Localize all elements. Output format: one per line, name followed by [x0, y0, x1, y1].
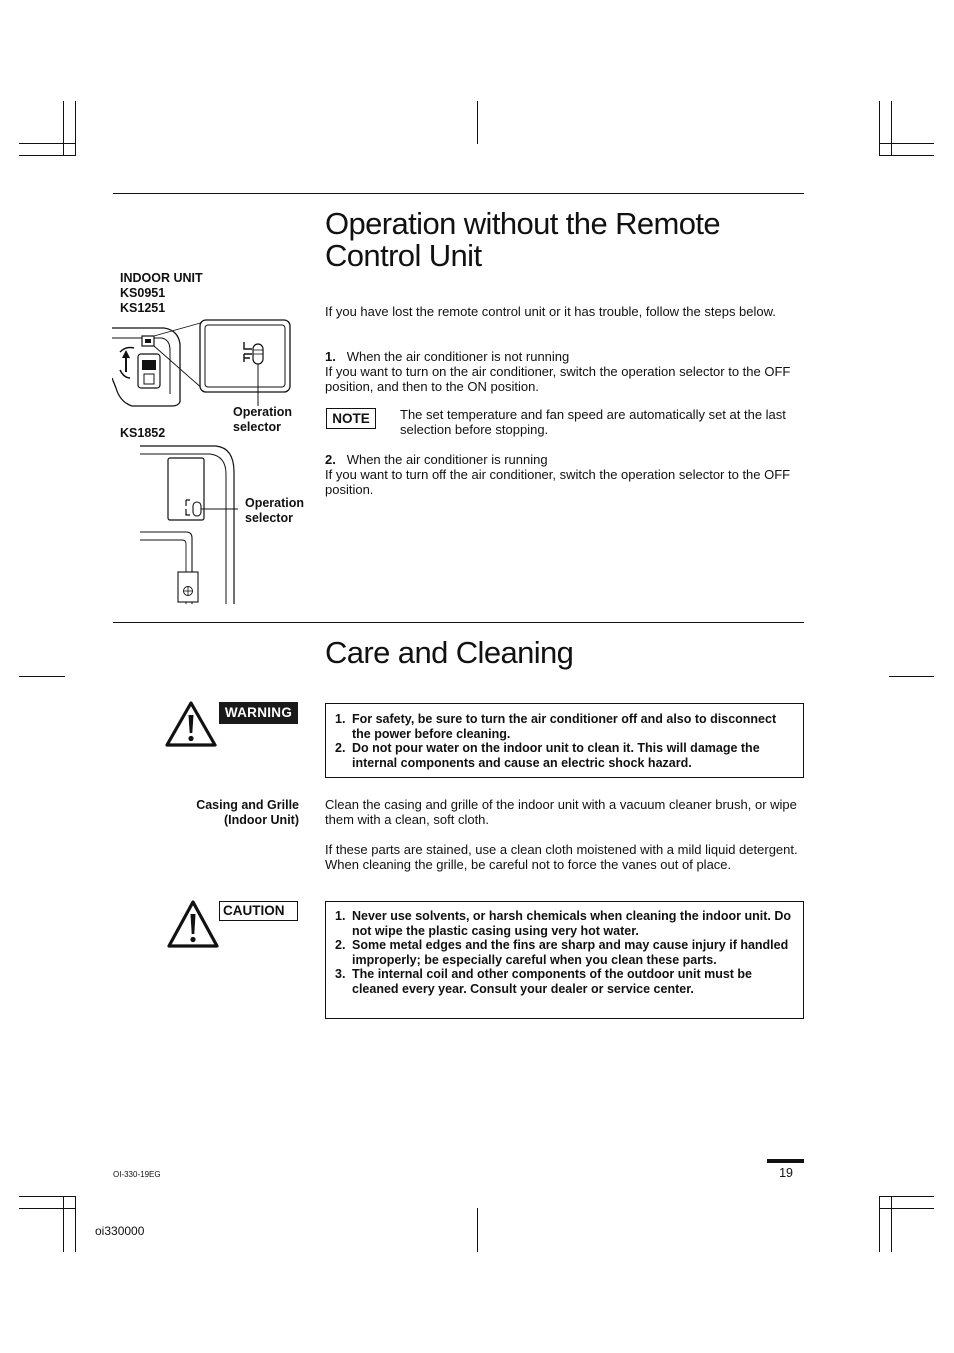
caution-box: [325, 901, 804, 1019]
warning-item: [328, 712, 793, 741]
casing-para-1: Clean the casing and grille of the indoor unit with a vacuum cleaner brush, or wipe them with a clean, soft cloth.: [325, 797, 797, 827]
operation-selector-label-1: [233, 405, 292, 435]
step2-heading-text: When the air conditioner is running: [346, 452, 548, 467]
caution-item: [328, 938, 793, 967]
casing-grille-label: [150, 798, 299, 828]
step1: [325, 350, 795, 394]
warning-list: [328, 712, 793, 770]
step1-text: If you want to turn on the air conditioner, switch the operation selector to the OFF position, and then to the ON position.: [325, 363, 791, 394]
step2: [325, 453, 795, 497]
note-badge: NOTE: [326, 408, 376, 429]
operation-selector-label-2-line2: selector: [245, 511, 293, 525]
section2-title: Care and Cleaning: [325, 635, 574, 670]
caution-list: [328, 909, 793, 997]
section1-title-line2: Control Unit: [325, 238, 482, 273]
indoor-unit-figure-2: [138, 444, 238, 606]
casing-para-2: If these parts are stained, use a clean cloth moistened with a mild liquid detergent. When cleaning the grille, be careful not to force the vanes out of place.: [325, 842, 798, 872]
caution-triangle-icon: [166, 899, 220, 949]
caution-badge: CAUTION: [219, 901, 298, 921]
section1-title: [325, 208, 720, 272]
model-ks0951: KS0951: [120, 286, 166, 300]
file-code: oi330000: [95, 1224, 145, 1238]
caution-item-number: 3.: [335, 967, 346, 982]
section1-title-line1: Operation without the Remote: [325, 206, 721, 241]
step1-heading: [325, 350, 795, 365]
operation-selector-label-2: [245, 496, 304, 526]
indoor-unit-label: [120, 271, 203, 316]
caution-item-text: Never use solvents, or harsh chemicals when cleaning the indoor unit. Do not wipe the plastic casing using very hot water.: [352, 909, 791, 938]
step1-number: 1.: [325, 349, 336, 364]
step1-heading-text: When the air conditioner is not running: [346, 349, 570, 364]
warning-item-number: 1.: [335, 712, 346, 726]
caution-item-number: 2.: [335, 938, 346, 953]
step2-heading: [325, 453, 795, 468]
caution-item: [328, 909, 793, 938]
warning-item-number: 2.: [335, 741, 346, 756]
casing-grille-label-line1: Casing and Grille: [196, 798, 299, 812]
section-rule-middle: [113, 622, 804, 623]
warning-item-text: For safety, be sure to turn the air conditioner off and also to disconnect the power before cleaning.: [352, 712, 777, 741]
indoor-unit-heading: INDOOR UNIT: [120, 271, 203, 285]
caution-item-number: 1.: [335, 909, 346, 923]
warning-box: [325, 703, 804, 778]
model-ks1852: KS1852: [120, 426, 166, 440]
warning-item: [328, 741, 793, 770]
warning-badge: WARNING: [219, 702, 298, 724]
section1-intro: [325, 305, 795, 320]
caution-item: [328, 967, 793, 996]
doc-code: OI-330-19EG: [113, 1170, 161, 1179]
caution-item-text: The internal coil and other components of the outdoor unit must be cleaned every year. Consult your dealer or service center.: [352, 967, 752, 996]
operation-selector-label-1-line2: selector: [233, 420, 281, 434]
page-number-rule: [767, 1159, 804, 1163]
operation-selector-label-1-line1: Operation: [233, 405, 293, 419]
warning-item-text: Do not pour water on the indoor unit to clean it. This will damage the internal components and cause an electric shock hazard.: [352, 741, 760, 770]
page-number: 19: [779, 1166, 793, 1180]
warning-triangle-icon: [164, 700, 218, 748]
step2-text: If you want to turn off the air conditioner, switch the operation selector to the OFF position.: [325, 466, 791, 497]
intro-text: If you have lost the remote control unit or it has trouble, follow the steps below.: [325, 304, 776, 319]
casing-grille-label-line2: (Indoor Unit): [224, 813, 299, 827]
step2-number: 2.: [325, 452, 336, 467]
caution-item-text: Some metal edges and the fins are sharp and may cause injury if handled improperly; be especially careful when you clean these parts.: [352, 938, 789, 967]
model-ks1251: KS1251: [120, 301, 166, 315]
operation-selector-label-2-line1: Operation: [245, 496, 305, 510]
section-rule-top: [113, 193, 804, 194]
note-text: The set temperature and fan speed are automatically set at the last selection before stopping.: [400, 407, 786, 437]
